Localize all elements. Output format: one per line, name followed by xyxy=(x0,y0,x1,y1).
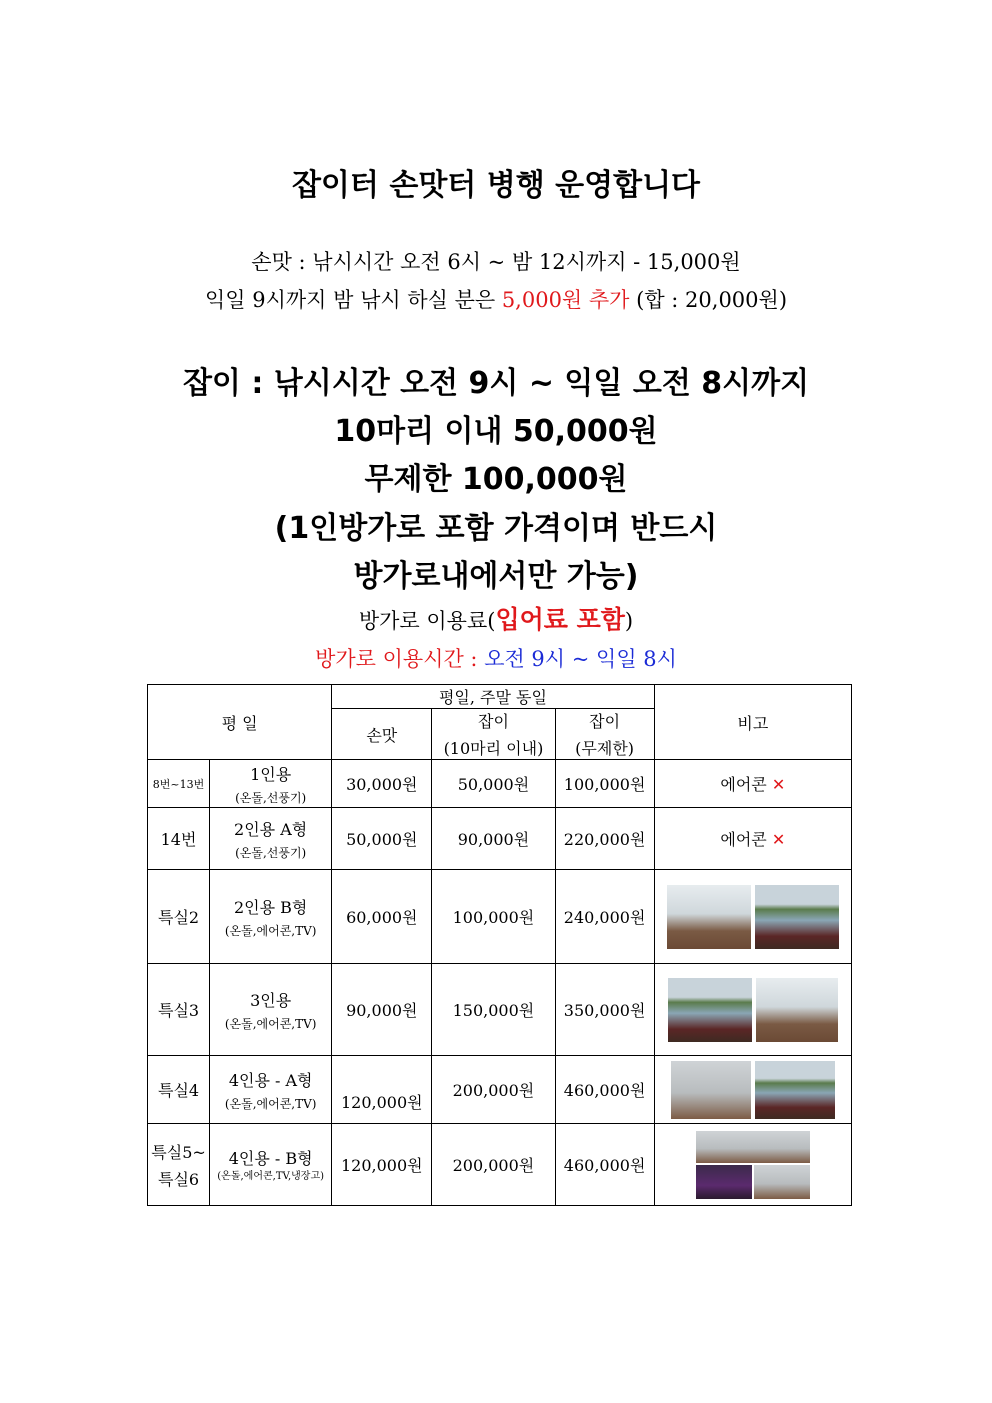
room-number: 14번 xyxy=(148,808,210,870)
price-japi-10: 200,000원 xyxy=(432,1124,555,1206)
night-room-photo xyxy=(696,1165,752,1199)
japi-price-10: 10마리 이내 50,000원 xyxy=(334,414,658,449)
remark-text: 에어콘 xyxy=(720,775,772,794)
header-japi-10 xyxy=(432,709,555,760)
fee-label: 방가로 이용료( xyxy=(358,609,496,633)
price-japi-10: 50,000원 xyxy=(432,760,555,808)
price-table xyxy=(147,684,852,1206)
room-interior-photo xyxy=(667,885,751,949)
price-japi-10: 200,000원 xyxy=(432,1056,555,1124)
room-number-l2: 특실6 xyxy=(157,1169,200,1189)
remark-photos xyxy=(654,964,851,1056)
room-number: 특실3 xyxy=(148,964,210,1056)
room-number: 8번~13번 xyxy=(148,760,210,808)
x-icon: ✕ xyxy=(771,775,786,794)
room-number: 특실4 xyxy=(148,1056,210,1124)
price-sonmat: 120,000원 xyxy=(332,1124,432,1206)
header-japi-unlimited xyxy=(555,709,654,760)
lake-view-photo xyxy=(755,1061,835,1119)
japi-hours: 잡이 : 낚시시간 오전 9시 ~ 익일 오전 8시까지 xyxy=(182,366,810,401)
price-japi-unlimited: 240,000원 xyxy=(555,870,654,964)
table-row xyxy=(148,1124,852,1206)
room-type-label: 4인용 - B형 xyxy=(228,1149,313,1168)
remark-photos xyxy=(654,1056,851,1124)
lake-view-photo xyxy=(755,885,839,949)
price-japi-unlimited: 460,000원 xyxy=(555,1124,654,1206)
header-japi-u-l1: 잡이 xyxy=(589,712,621,731)
price-japi-unlimited: 100,000원 xyxy=(555,760,654,808)
price-sonmat: 30,000원 xyxy=(332,760,432,808)
table-row xyxy=(148,870,852,964)
price-japi-unlimited: 350,000원 xyxy=(555,964,654,1056)
price-japi-unlimited: 460,000원 xyxy=(555,1056,654,1124)
price-japi-unlimited: 220,000원 xyxy=(555,808,654,870)
night-extra-text: 익일 9시까지 밤 낚시 하실 분은 xyxy=(204,288,502,312)
header-room-type: 평 일 xyxy=(148,685,332,760)
room-number-l1: 특실5~ xyxy=(151,1142,206,1162)
room-type xyxy=(210,964,332,1056)
price-sonmat: 120,000원 xyxy=(332,1056,432,1124)
japi-note-line1: (1인방가로 포함 가격이며 반드시 xyxy=(274,511,718,546)
bungalow-usage-time xyxy=(0,643,992,673)
night-extra-price: 5,000원 추가 xyxy=(501,288,630,312)
table-row xyxy=(148,760,852,808)
room-amenity: (온돌,에어콘,TV) xyxy=(224,1096,317,1111)
price-sonmat: 50,000원 xyxy=(332,808,432,870)
room-type xyxy=(210,808,332,870)
fee-close: ) xyxy=(624,609,634,633)
room-type-label: 2인용 B형 xyxy=(233,897,308,917)
x-icon: ✕ xyxy=(771,830,786,849)
header-japi-10-l2: (10마리 이내) xyxy=(443,739,544,758)
remark-text: 에어콘 xyxy=(720,830,772,849)
room-type-label: 2인용 A형 xyxy=(234,819,308,839)
room-type xyxy=(210,760,332,808)
header-japi-u-l2: (무제한) xyxy=(575,739,635,758)
usage-time-value: 오전 9시 ~ 익일 8시 xyxy=(484,647,677,671)
price-japi-10: 100,000원 xyxy=(432,870,555,964)
sonmat-hours: 손맛 : 낚시시간 오전 6시 ~ 밤 12시까지 - 15,000원 xyxy=(251,250,741,274)
room-amenity: (온돌,선풍기) xyxy=(235,845,307,860)
night-extra-total: (합 : 20,000원) xyxy=(629,288,788,312)
table-row xyxy=(148,808,852,870)
room-amenity: (온돌,에어콘,TV) xyxy=(224,1016,317,1031)
room-interior-photo xyxy=(756,978,838,1042)
remark-photos xyxy=(654,1124,851,1206)
fee-highlight: 입어료 포함 xyxy=(495,605,625,634)
table-row xyxy=(148,1056,852,1124)
bungalow-fee-heading xyxy=(0,600,992,636)
japi-note-line2: 방가로내에서만 가능) xyxy=(353,559,639,594)
room-amenity: (온돌,에어콘,TV,냉장고) xyxy=(217,1171,325,1182)
page-title: 잡이터 손맛터 병행 운영합니다 xyxy=(291,168,701,203)
usage-time-label: 방가로 이용시간 : xyxy=(315,647,485,671)
room-type xyxy=(210,1056,332,1124)
room-type-label: 3인용 xyxy=(250,990,292,1010)
remark-photos xyxy=(654,870,851,964)
table-row xyxy=(148,964,852,1056)
room-type xyxy=(210,1124,332,1206)
room-type-label: 4인용 - A형 xyxy=(228,1070,313,1090)
header-remarks: 비고 xyxy=(654,685,851,760)
room-amenity: (온돌,에어콘,TV) xyxy=(224,923,317,938)
remark xyxy=(654,760,851,808)
header-japi-10-l1: 잡이 xyxy=(477,712,509,731)
japi-price-unlimited: 무제한 100,000원 xyxy=(364,462,628,497)
room-type xyxy=(210,870,332,964)
price-sonmat: 90,000원 xyxy=(332,964,432,1056)
room-interior-photo xyxy=(696,1131,810,1163)
lake-view-photo xyxy=(668,978,752,1042)
room-amenity: (온돌,선풍기) xyxy=(235,790,307,805)
room-number: 특실2 xyxy=(148,870,210,964)
room-number xyxy=(148,1124,210,1206)
header-group: 평일, 주말 동일 xyxy=(332,685,654,709)
price-japi-10: 150,000원 xyxy=(432,964,555,1056)
price-japi-10: 90,000원 xyxy=(432,808,555,870)
sonmat-night-extra xyxy=(0,284,992,314)
price-sonmat: 60,000원 xyxy=(332,870,432,964)
room-interior-photo xyxy=(671,1061,751,1119)
remark xyxy=(654,808,851,870)
header-sonmat: 손맛 xyxy=(332,709,432,760)
room-type-label: 1인용 xyxy=(250,764,292,784)
room-fridge-photo xyxy=(754,1165,810,1199)
